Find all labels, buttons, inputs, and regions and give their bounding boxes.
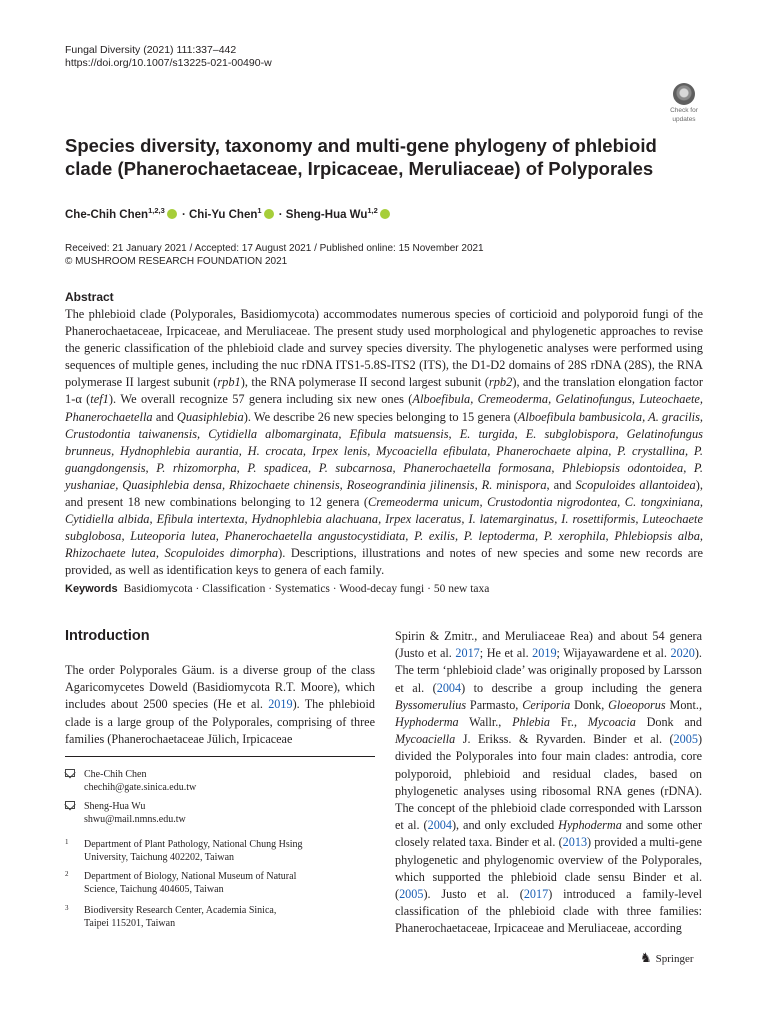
affiliation-line: Taipei 115201, Taiwan <box>84 918 176 929</box>
publisher-name: Springer <box>655 953 694 965</box>
publisher-logo <box>640 950 694 967</box>
check-for-updates-badge[interactable] <box>664 83 704 125</box>
citation-link[interactable]: 2004 <box>436 680 462 695</box>
copyright-notice: © MUSHROOM RESEARCH FOUNDATION 2021 <box>65 256 288 267</box>
author-separator: · <box>278 208 283 221</box>
affiliation <box>65 870 375 896</box>
affiliation-number: 1 <box>65 838 69 846</box>
affiliation-line: University, Taichung 402202, Taiwan <box>84 852 235 863</box>
affiliation-line: Science, Taichung 404605, Taiwan <box>84 884 224 895</box>
affiliation-line: Department of Biology, National Museum of Natural <box>84 871 297 882</box>
citation-link[interactable]: 2005 <box>673 732 698 747</box>
author-name[interactable]: Che-Chih Chen <box>65 208 149 221</box>
contact-name: Sheng-Hua Wu <box>84 801 146 812</box>
citation-link[interactable]: 2020 <box>670 646 695 661</box>
affiliation-number: 3 <box>65 904 69 912</box>
contact-email[interactable]: chechih@gate.sinica.edu.tw <box>84 782 197 793</box>
abstract-body: The phlebioid clade (Polyporales, Basidiomycota) accommodates numerous species of corticioid and polyporoid fungi of the Phanerochaetaceae, Irpicaceae, and Meruliaceae. The present study used morphological and phylogenetic approaches to revise the generic classification of the phlebioid clade and survey species diversity. The phylogenetic analyses were performed using sequences of multiple genes, including the nuc rDNA ITS1-5.8S-ITS2 (ITS), the D1-D2 domains of 28S rDNA (28S), the RNA polymerase II largest subunit (rpb1), the RNA polymerase II second largest subunit (rpb2), and the translation elongation factor 1-α (tef1). We overall recognize 57 genera including six new ones (Alboefibula, Cremeoderma, Gelatinofungus, Luteochaete, Phanerochaetella and Quasiphlebia). We describe 26 new species belonging to 15 genera (Alboefibula bambusicola, A. gracilis, Crustodontia taiwanensis, Cytidiella albomarginata, Efibula matsuensis, E. turgida, E. subglobispora, Gelatinofungus brunneus, Hydnophlebia aurantia, H. crocata, Irpex lenis, Mycoaciella efibulata, Phanerochaete alpina, P. crystallina, P. guangdongensis, P. rhizomorpha, P. spadicea, P. subcarnosa, Phanerochaetella formosana, Phlebiopsis odontoidea, P. yushaniae, Quasiphlebia densa, Rhizochaete chinensis, Roseograndinia jilinensis, R. minispora, and Scopuloides allantoidea), and present 18 new combinations belonging to 12 genera (Cremeoderma unicum, Crustodontia nigrodontea, C. tongxiniana, Cytidiella albida, Efibula intertexta, Hydnophlebia alachuana, Irpex laceratus, I. latemarginatus, I. rosettiformis, Luteochaete subglobosa, Luteoporia lutea, Phanerochaetella angustocystidiata, P. exilis, P. leptoderma, P. xerophila, Phlebiopsis alba, Rhizochaete lutea, Scopuloides dimorpha). Descriptions, illustrations and notes of new species and some new records are provided, as well as identification keys to genera of each family. <box>65 307 704 578</box>
envelope-icon <box>65 801 75 809</box>
author-separator: · <box>181 208 186 221</box>
keywords <box>65 582 489 597</box>
springer-horse-icon: ♞ <box>640 950 652 965</box>
affiliation-line: Department of Plant Pathology, National Chung Hsing <box>84 839 303 850</box>
publication-dates: Received: 21 January 2021 / Accepted: 17 August 2021 / Published online: 15 November 2021 <box>65 243 484 254</box>
affiliation-line: Biodiversity Research Center, Academia Sinica, <box>84 905 277 916</box>
author-affiliation-ref: 1 <box>257 206 262 215</box>
abstract-heading: Abstract <box>65 290 114 304</box>
keywords-list: Basidiomycota · Classification · Systematics · Wood-decay fungi · 50 new taxa <box>123 583 490 595</box>
citation-link[interactable]: 2019 <box>268 697 293 712</box>
footnote-divider <box>65 756 375 757</box>
citation-link[interactable]: 2005 <box>399 887 424 902</box>
author-affiliation-ref: 1,2,3 <box>148 206 165 215</box>
contact-name: Che-Chih Chen <box>84 769 147 780</box>
keywords-label: Keywords <box>65 583 118 595</box>
affiliation-number: 2 <box>65 870 69 878</box>
corresponding-author <box>65 768 196 794</box>
introduction-right-column: Spirin & Zmitr., and Meruliaceae Rea) and about 54 genera (Justo et al. 2017; He et al. 2019; Wijayawardene et al. 2020). The term ‘phlebioid clade’ was originally proposed by Larsson et al. (2004) to describe a group including the genera Byssomerulius Parmasto, Ceriporia Donk, Gloeoporus Mont., Hyphoderma Wallr., Phlebia Fr., Mycoacia Donk and Mycoaciella J. Erikss. & Ryvarden. Binder et al. (2005) divided the Polyporales into four main clades: antrodia, core polyporoid, phlebioid and residual clades, based on phylogenetic analyses using ribosomal RNA genes (rDNA). The concept of the phlebioid clade corresponded with Larsson et al. (2004), and only excluded Hyphoderma and some other closely related taxa. Binder et al. (2013) provided a multi-gene phylogenetic and phylogenomic overview of the Polyporales, which supported the phlebioid clade sensu Binder et al. (2005). Justo et al. (2017) introduced a family-level classification of the phlebioid clade with three families: Phanerochaetaceae, Irpicaceae and Meruliaceae, according <box>395 629 703 936</box>
journal-citation: Fungal Diversity (2021) 111:337–442 <box>65 44 237 56</box>
citation-link[interactable]: 2017 <box>455 646 480 661</box>
envelope-icon <box>65 769 75 777</box>
corresponding-author <box>65 800 186 826</box>
citation-link[interactable]: 2017 <box>523 887 549 902</box>
affiliation <box>65 904 375 930</box>
author-name[interactable]: Sheng-Hua Wu <box>285 208 368 221</box>
introduction-heading: Introduction <box>65 628 150 644</box>
citation-link[interactable]: 2019 <box>532 646 557 661</box>
affiliation <box>65 838 375 864</box>
check-updates-icon <box>673 83 695 105</box>
citation-link[interactable]: 2013 <box>562 835 588 850</box>
author-name[interactable]: Chi-Yu Chen <box>189 208 258 221</box>
contact-email[interactable]: shwu@mail.nmns.edu.tw <box>84 814 186 825</box>
orcid-icon[interactable] <box>380 209 390 219</box>
introduction-left-column: The order Polyporales Gäum. is a diverse group of the class Agaricomycetes Doweld (Basidiomycota R.T. Moore), which includes about 2500 species (He et al. 2019). The phlebioid clade is a large group of the Polyporales, comprising of three families (Phanerochaetaceae Jülich, Irpicaceae <box>65 663 376 746</box>
badge-line-2: updates <box>672 116 696 123</box>
doi-link[interactable]: https://doi.org/10.1007/s13225-021-00490-w <box>65 57 272 69</box>
paper-title: Species diversity, taxonomy and multi-gene phylogeny of phlebioid clade (Phanerochaetaceae, Irpicaceae, Meruliaceae) of Polyporales <box>65 135 657 179</box>
orcid-icon[interactable] <box>264 209 274 219</box>
orcid-icon[interactable] <box>167 209 177 219</box>
citation-link[interactable]: 2004 <box>427 818 452 833</box>
author-list <box>65 203 392 223</box>
badge-line-1: Check for <box>670 107 698 114</box>
author-affiliation-ref: 1,2 <box>367 206 378 215</box>
